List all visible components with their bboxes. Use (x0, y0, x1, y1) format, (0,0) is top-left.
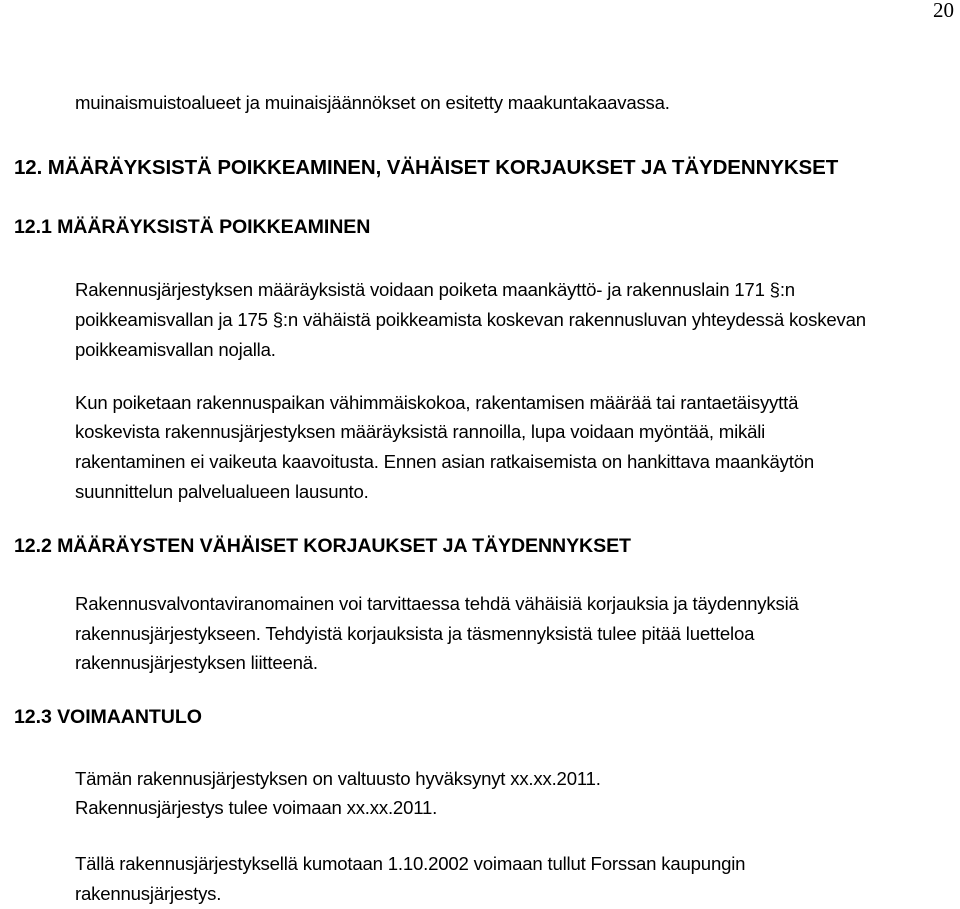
section-12-heading: 12. MÄÄRÄYKSISTÄ POIKKEAMINEN, VÄHÄISET KORJAUKSET JA TÄYDENNYKSET (14, 156, 839, 179)
section-12-1-heading: 12.1 MÄÄRÄYKSISTÄ POIKKEAMINEN (14, 216, 371, 238)
paragraph-line: Tällä rakennusjärjestyksellä kumotaan 1.10.2002 voimaan tullut Forssan kaupungin (75, 853, 746, 874)
paragraph-line: rakennusjärjestys. (75, 883, 222, 904)
paragraph-line: suunnittelun palvelualueen lausunto. (75, 481, 369, 502)
paragraph-line: Rakennusvalvontaviranomainen voi tarvittaessa tehdä vähäisiä korjauksia ja täydennyksiä (75, 593, 799, 614)
paragraph-line: poikkeamisvallan nojalla. (75, 339, 276, 360)
paragraph-line: rakentaminen ei vaikeuta kaavoitusta. Ennen asian ratkaisemista on hankittava maankäytön (75, 451, 814, 472)
paragraph-line: poikkeamisvallan ja 175 §:n vähäistä poikkeamista koskevan rakennusluvan yhteydessä koskevan (75, 309, 866, 330)
intro-line: muinaismuistoalueet ja muinaisjäännökset on esitetty maakuntakaavassa. (75, 92, 670, 113)
paragraph-line: Rakennusjärjestyksen määräyksistä voidaan poiketa maankäyttö- ja rakennuslain 171 §:n (75, 279, 795, 300)
section-12-2-heading: 12.2 MÄÄRÄYSTEN VÄHÄISET KORJAUKSET JA TÄYDENNYKSET (14, 535, 631, 557)
paragraph-line: rakennusjärjestyksen liitteenä. (75, 652, 318, 673)
section-12-3-heading: 12.3 VOIMAANTULO (14, 706, 202, 728)
paragraph-line: koskevista rakennusjärjestyksen määräyksistä rannoilla, lupa voidaan myöntää, mikäli (75, 421, 766, 442)
paragraph-line: Tämän rakennusjärjestyksen on valtuusto hyväksynyt xx.xx.2011. (75, 768, 601, 789)
page-number: 20 (933, 0, 954, 22)
paragraph-line: rakennusjärjestykseen. Tehdyistä korjauksista ja täsmennyksistä tulee pitää luetteloa (75, 623, 755, 644)
paragraph-line: Rakennusjärjestys tulee voimaan xx.xx.2011. (75, 797, 438, 818)
paragraph-line: Kun poiketaan rakennuspaikan vähimmäiskokoa, rakentamisen määrää tai rantaetäisyyttä (75, 392, 799, 413)
